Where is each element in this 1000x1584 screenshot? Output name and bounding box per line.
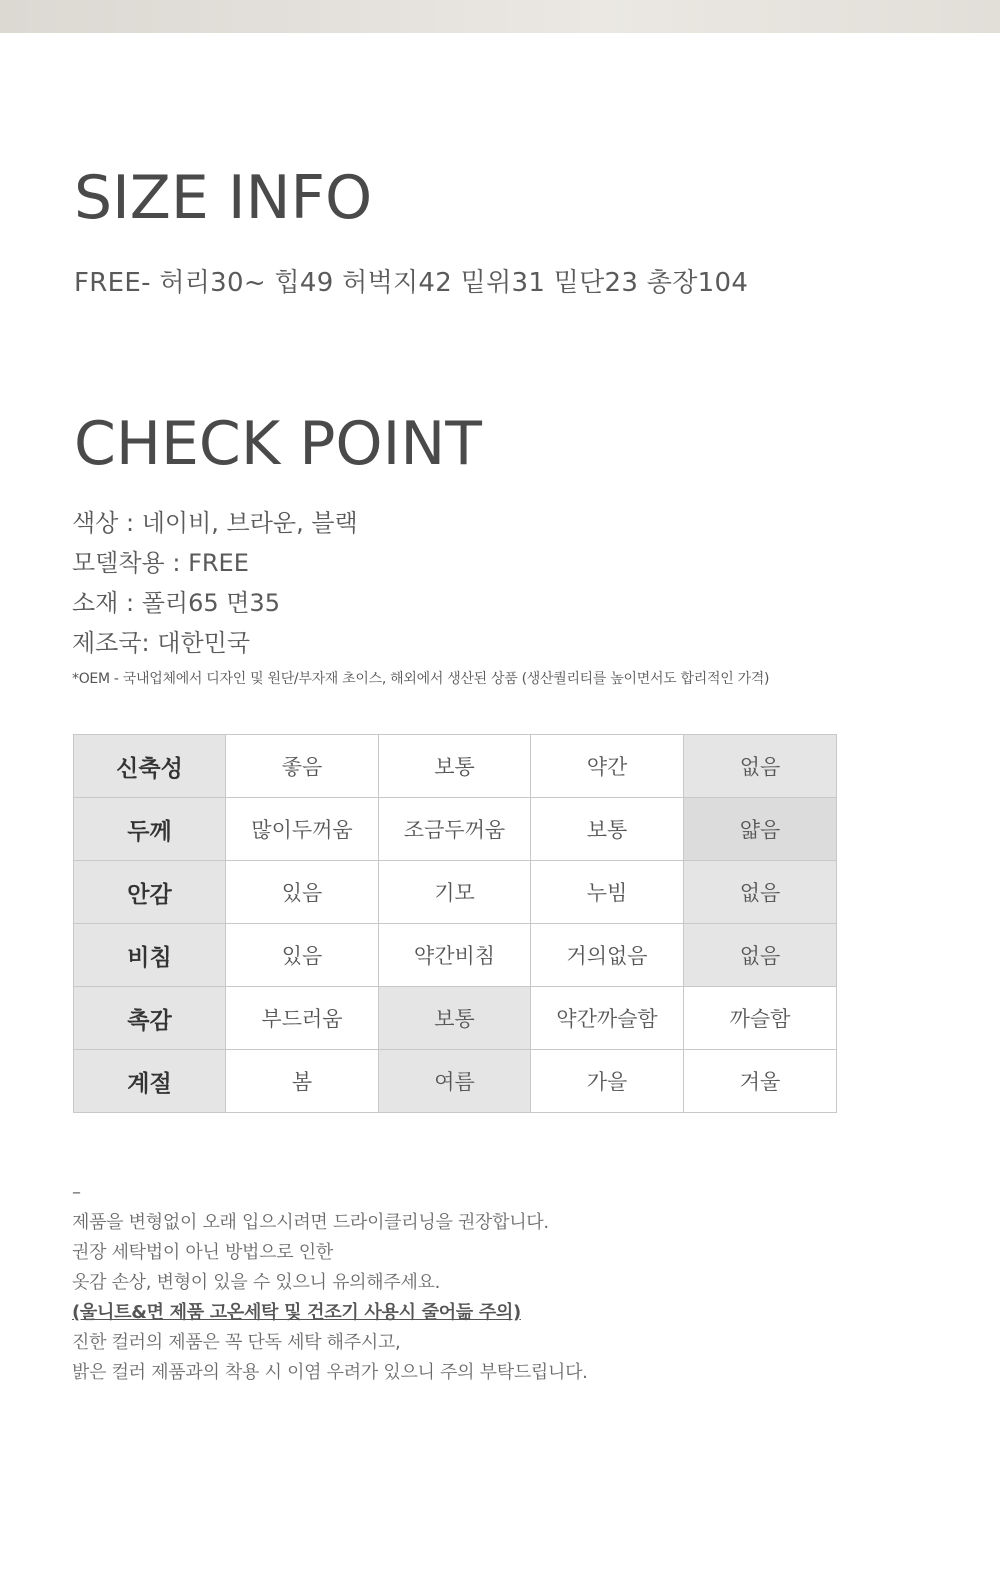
spec-row-label: 신축성 [74,735,226,798]
spec-option: 조금두꺼움 [379,798,531,861]
spec-option: 약간까슬함 [531,987,684,1050]
spec-option-selected: 여름 [379,1050,531,1113]
spec-row [74,861,837,924]
material-item: 소재 : 폴리65 면35 [72,589,280,617]
spec-option-selected: 보통 [379,987,531,1050]
size-info-line: FREE- 허리30~ 힙49 허벅지42 밑위31 밑단23 총장104 [74,268,749,298]
spec-row [74,798,837,861]
spec-row-label: 비침 [74,924,226,987]
spec-table [73,734,837,1113]
spec-option: 많이두꺼움 [226,798,379,861]
top-image-strip [0,0,1000,33]
care-line: 진한 컬러의 제품은 꼭 단독 세탁 해주시고, [72,1332,401,1353]
spec-row-label: 계절 [74,1050,226,1113]
size-info-title: SIZE INFO [74,163,373,233]
care-line: 권장 세탁법이 아닌 방법으로 인한 [72,1242,333,1263]
spec-row [74,924,837,987]
spec-option: 좋음 [226,735,379,798]
spec-row [74,1050,837,1113]
spec-option-selected: 없음 [684,735,837,798]
spec-option: 누빔 [531,861,684,924]
care-line: 제품을 변형없이 오래 입으시려면 드라이클리닝을 권장합니다. [72,1212,549,1233]
check-point-title: CHECK POINT [74,409,482,479]
spec-row-label: 촉감 [74,987,226,1050]
spec-option: 기모 [379,861,531,924]
spec-option: 거의없음 [531,924,684,987]
care-line: 밝은 컬러 제품과의 착용 시 이염 우려가 있으니 주의 부탁드립니다. [72,1362,588,1383]
spec-option: 약간 [531,735,684,798]
spec-option: 있음 [226,924,379,987]
check-point-list [72,508,358,668]
spec-option: 봄 [226,1050,379,1113]
spec-row [74,987,837,1050]
spec-row-label: 두께 [74,798,226,861]
spec-row [74,735,837,798]
care-dash: – [72,1182,81,1203]
care-warning: (울니트&면 제품 고온세탁 및 건조기 사용시 줄어듦 주의) [72,1302,521,1323]
spec-option: 보통 [379,735,531,798]
spec-option-selected: 얇음 [684,798,837,861]
spec-option: 겨울 [684,1050,837,1113]
spec-option: 부드러움 [226,987,379,1050]
spec-option: 약간비침 [379,924,531,987]
spec-option: 까슬함 [684,987,837,1050]
spec-option: 보통 [531,798,684,861]
care-line: 옷감 손상, 변형이 있을 수 있으니 유의해주세요. [72,1272,441,1293]
oem-note: *OEM - 국내업체에서 디자인 및 원단/부자재 초이스, 해외에서 생산된 상품 (생산퀄리티를 높이면서도 합리적인 가격) [72,671,770,687]
model-fit-item: 모델착용 : FREE [72,549,249,577]
spec-option: 있음 [226,861,379,924]
spec-option-selected: 없음 [684,861,837,924]
origin-item: 제조국: 대한민국 [72,629,251,657]
color-item: 색상 : 네이비, 브라운, 블랙 [72,509,358,537]
spec-option: 가을 [531,1050,684,1113]
spec-option-selected: 없음 [684,924,837,987]
care-instructions [72,1178,588,1388]
spec-row-label: 안감 [74,861,226,924]
